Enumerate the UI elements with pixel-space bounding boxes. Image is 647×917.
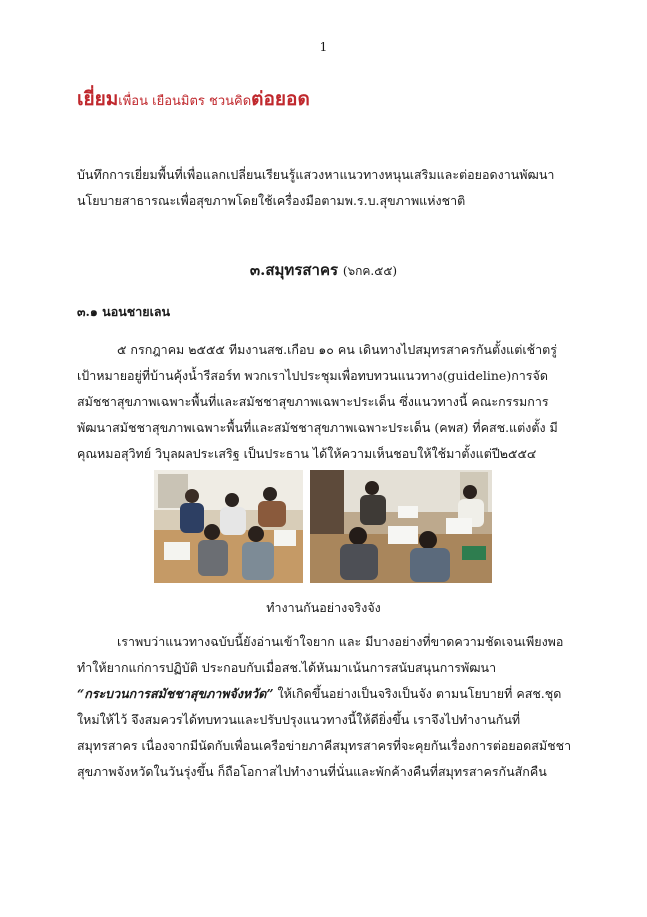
section-heading [0,258,647,282]
title-part-extend: ต่อยอด [251,88,310,110]
section-heading-date: (๖กค.๕๕) [342,264,398,278]
subsection-heading: ๓.๑ นอนชายเลน [77,304,171,319]
meeting-photo-right [310,470,492,583]
body-paragraph-1-text: ๕ กรกฎาคม ๒๕๕๕ ทีมงานสช.เกือบ ๑๐ คน เดินทางไปสมุทรสาครกันตั้งแต่เช้าตรู่ เป้าหมายอยู่ที่บ้านคุ้งน้ำรีสอร์ท พวกเราไปประชุมเพื่อทบทวนแนวทาง(guideline)การจัดสมัชชาสุขภาพเฉพาะพื้นที่และสมัชชาสุขภาพเฉพาะประเด็น ซึ่งแนวทางนี้ คณะกรรมการพัฒนาสมัชชาสุขภาพเฉพาะพื้นที่และสมัชชาสุขภาพเฉพาะประเด็น (คพส) ที่คสช.แต่งตั้ง มีคุณหมอสุวิทย์ วิบุลผลประเสริฐ เป็นประธาน ได้ให้ความเห็นชอบให้ใช้มาตั้งแต่ปี๒๕๕๔ [77,342,558,461]
body-paragraph-2-emphasis: “กระบวนการสมัชชาสุขภาพจังหวัด” [77,686,274,701]
body-paragraph-2 [77,629,572,785]
intro-paragraph: บันทึกการเยี่ยมพื้นที่เพื่อแลกเปลี่ยนเรียนรู้แสวงหาแนวทางหนุนเสริมและต่อยอดงานพัฒนานโยบายสาธารณะเพื่อสุขภาพโดยใช้เครื่องมือตามพ.ร.บ.สุขภาพแห่งชาติ [77,167,555,208]
section-heading-title: ๓.สมุทรสาคร [249,261,339,279]
meeting-photo-left-image [154,470,303,583]
body-paragraph-1 [77,337,572,467]
document-title [77,84,310,114]
body-paragraph-2-before: เราพบว่าแนวทางฉบับนี้ยังอ่านเข้าใจยาก และ มีบางอย่างที่ขาดความชัดเจนเพียงพอ ทำให้ยากแก่การปฏิบัติ ประกอบกับเมื่อสช.ได้หันมาเน้นการสนับสนุนการพัฒนา [77,634,564,675]
title-part-visit: เยี่ยม [77,88,119,110]
meeting-photo-left [154,470,303,583]
meeting-photo-right-image [310,470,492,583]
body-paragraph-2-after: ให้เกิดขึ้นอย่างเป็นจริงเป็นจัง ตามนโยบายที่ คสช.ชุดใหม่ให้ไว้ จึงสมควรได้ทบทวนและปรับปรุงแนวทางนี้ให้ดียิ่งขึ้น เราจึงไปทำงานกันที่สมุทรสาคร เนื่องจากมีนัดกับเพื่อนเครือข่ายภาคีสมุทรสาครที่จะคุยกันเรื่องการต่อยอดสมัชชาสุขภาพจังหวัดในวันรุ่งขึ้น ก็ถือโอกาสไปทำงานที่นั่นและพักค้างคืนที่สมุทรสาครกันสักคืน [77,686,572,779]
title-part-middle: เพื่อน เยือนมิตร ชวนคิด [118,94,252,109]
photo-caption: ทำงานกันอย่างจริงจัง [266,600,381,615]
page-number: 1 [319,40,328,54]
